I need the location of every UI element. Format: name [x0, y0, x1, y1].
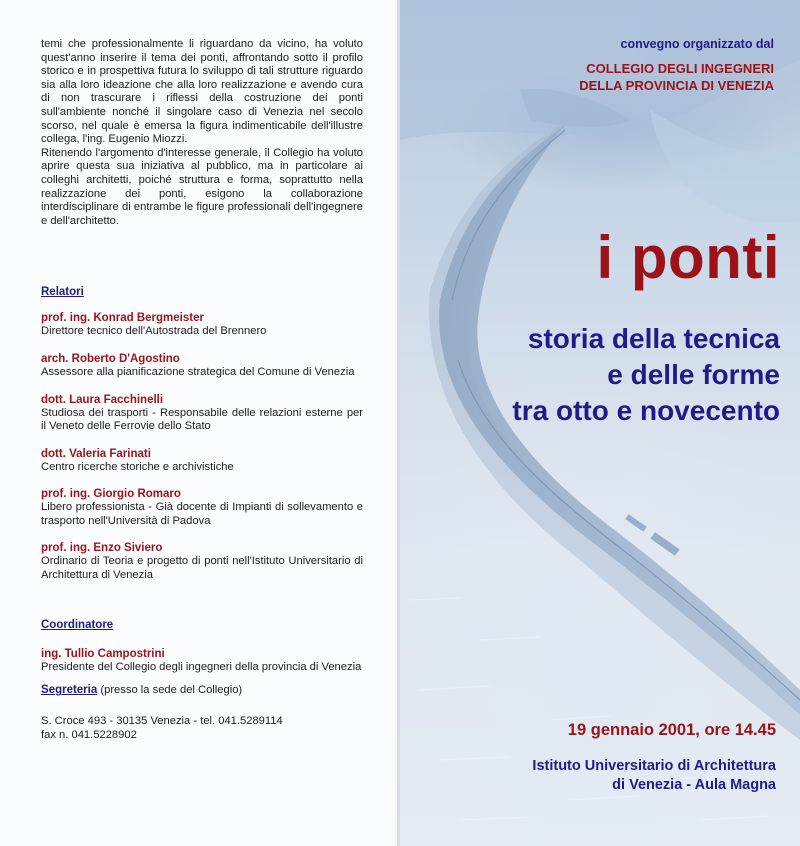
relatori-heading: Relatori [41, 286, 84, 299]
left-panel [0, 0, 397, 846]
coordinator-name: ing. Tullio Campostrini [41, 647, 165, 660]
speaker-name: prof. ing. Giorgio Romaro [41, 488, 181, 501]
speaker-name: prof. ing. Enzo Siviero [41, 542, 163, 555]
intro-text [41, 38, 363, 228]
speaker-entry [41, 447, 363, 475]
coordinator-entry [41, 647, 363, 675]
speaker-role: Libero professionista - Già docente di Impianti di sollevamento e trasporto nell'Università di Padova [41, 501, 363, 527]
event-date: 19 gennaio 2001, ore 14.45 [567, 721, 776, 739]
intro-paragraph: temi che professionalmente li riguardano da vicino, ha voluto quest'anno inserire il tema dei ponti, affrontando sotto il profilo storico e in prospettiva futura lo sviluppo di tali strutture riguardo sia alla loro ideazione che alla loro realizzazione e avendo cura di non trascurare i riflessi della costruzione dei ponti sull'ambiente nonché il singolare caso di Venezia nel secolo scorso, nel quale è emersa la figura indimenticabile dell'illustre collega, l'ing. Eugenio Miozzi. [41, 38, 363, 146]
speaker-entry [41, 541, 363, 582]
speaker-role: Ordinario di Teoria e progetto di ponti nell'Istituto Universitario di Architettura di Venezia [41, 555, 363, 582]
organizer-name [579, 61, 774, 94]
subtitle-line: tra otto e novecento [512, 395, 780, 426]
speaker-name: arch. Roberto D'Agostino [41, 352, 180, 365]
venue-line: di Venezia - Aula Magna [612, 777, 776, 793]
speaker-name: prof. ing. Konrad Bergmeister [41, 312, 204, 325]
segreteria-line [41, 684, 363, 696]
subtitle-line: e delle forme [607, 359, 780, 390]
segreteria-note: (presso la sede del Collegio) [100, 684, 243, 697]
speaker-entry [41, 311, 363, 339]
subtitle-line: storia della tecnica [527, 323, 780, 354]
left-panel-content [41, 38, 363, 742]
organizer-line: DELLA PROVINCIA DI VENEZIA [579, 77, 774, 93]
contact-address [41, 715, 363, 742]
conference-title: i ponti [596, 224, 780, 291]
organized-by-label: convegno organizzato dal [620, 37, 774, 51]
organizer-line: COLLEGIO DEGLI INGEGNERI [586, 61, 774, 76]
address-line: S. Croce 493 - 30135 Venezia - tel. 041.5289114 [41, 715, 283, 728]
fax-line: fax n. 041.5228902 [41, 728, 137, 741]
speaker-role: Studiosa dei trasporti - Responsabile delle relazioni esterne per il Veneto delle Ferrovie dello Stato [41, 406, 363, 433]
segreteria-heading: Segreteria [41, 684, 98, 697]
speaker-role: Direttore tecnico dell'Autostrada del Brennero [41, 325, 267, 338]
speaker-entry [41, 352, 363, 380]
intro-paragraph: Ritenendo l'argomento d'interesse generale, il Collegio ha voluto aprire questa sua iniziativa al pubblico, ma in particolare ai colleghi architetti, poiché struttura e forma, soprattutto nella realizzazione dei ponti, esigono la collaborazione interdisciplinare di entrambe le figure professionali dell'ingegnere e dell'architetto. [41, 146, 363, 227]
coordinatore-heading: Coordinatore [41, 618, 114, 631]
event-venue [532, 757, 776, 795]
speaker-entry [41, 393, 363, 434]
speaker-entry [41, 487, 363, 528]
speaker-name: dott. Valeria Farinati [41, 447, 151, 460]
conference-subtitle [512, 321, 780, 429]
cover-panel [400, 0, 800, 846]
venue-line: Istituto Universitario di Architettura [532, 758, 776, 774]
speaker-name: dott. Laura Facchinelli [41, 393, 164, 406]
speaker-role: Assessore alla pianificazione strategica del Comune di Venezia [41, 365, 355, 378]
speaker-role: Centro ricerche storiche e archivistiche [41, 460, 234, 473]
coordinator-role: Presidente del Collegio degli ingegneri della provincia di Venezia [41, 660, 362, 673]
